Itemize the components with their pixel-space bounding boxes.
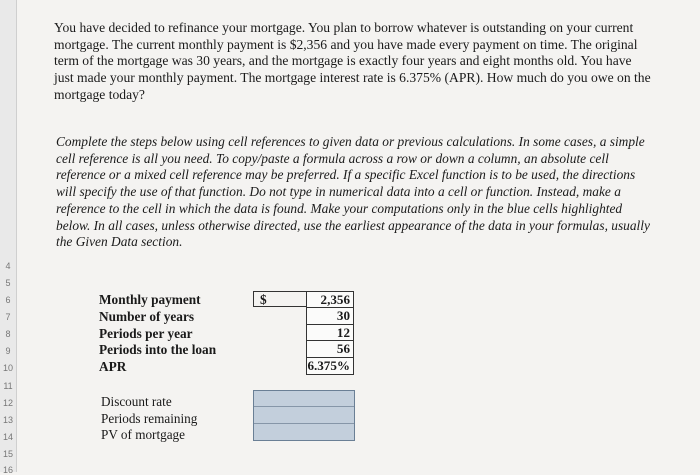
given-label: Periods into the loan [99,342,217,358]
calc-label-periods-remaining: Periods remaining [101,410,198,426]
calculation-input-cells [253,390,355,441]
row-number-column [0,0,17,475]
given-data-labels [99,292,216,376]
given-label: APR [99,359,127,375]
pv-of-mortgage-input-cell[interactable] [254,424,354,440]
discount-rate-input-cell[interactable] [254,391,354,407]
row-number[interactable]: 9 [5,346,11,356]
given-value-cell[interactable]: 56 [307,341,353,357]
given-value-cell[interactable]: 12 [307,325,353,341]
spreadsheet-area [17,0,700,472]
row-number[interactable]: 10 [2,363,13,373]
given-value-cell[interactable]: 6.375% [307,358,353,374]
row-number[interactable]: 4 [5,261,11,271]
row-number[interactable]: 12 [2,398,13,408]
given-label: Periods per year [99,325,193,341]
given-label: Monthly payment [99,292,201,307]
row-number[interactable]: 16 [2,465,13,475]
calc-label-discount-rate: Discount rate [101,394,172,409]
periods-remaining-input-cell[interactable] [254,407,354,423]
row-number[interactable]: 6 [5,295,11,305]
currency-symbol: $ [260,292,267,307]
given-value-cell[interactable]: 30 [307,308,353,324]
given-label: Number of years [99,308,195,324]
given-data-values [306,291,354,375]
instructions-text: Complete the steps below using cell references to given data or previous calculations. In some cases, a simple cell reference is all you need. To copy/paste a formula across a row or down a column, an absolute cell reference or a mixed cell reference may be preferred. If a specific Excel function is to be used, the directions will specify the use of that function. Do not type in numerical data into a cell or function. Instead, make a reference to the cell in which the data is found. Make your computations only in the blue cells highlighted below. In all cases, unless otherwise directed, use the earliest appearance of the data in your formulas, usually the Given Data section. [56,134,650,250]
calc-label-pv-of-mortgage: PV of mortgage [101,427,185,443]
row-number[interactable]: 14 [2,432,13,442]
problem-statement: You have decided to refinance your mortgage. You plan to borrow whatever is outstanding on your current mortgage. The current monthly payment is $2,356 and you have made every payment on time. The original term of the mortgage was 30 years, and the mortgage is exactly four years and eight months old. You have just made your monthly payment. The mortgage interest rate is 6.375% (APR). How much do you owe on the mortgage today? [54,20,651,102]
row-number[interactable]: 8 [5,329,11,339]
row-number[interactable]: 11 [3,381,13,391]
given-value-cell[interactable]: 2,356 [307,292,353,308]
row-number[interactable]: 15 [2,449,13,459]
calculation-labels [101,394,197,444]
row-number[interactable]: 7 [5,312,11,322]
row-number[interactable]: 13 [2,415,13,425]
row-number[interactable]: 5 [5,278,11,288]
